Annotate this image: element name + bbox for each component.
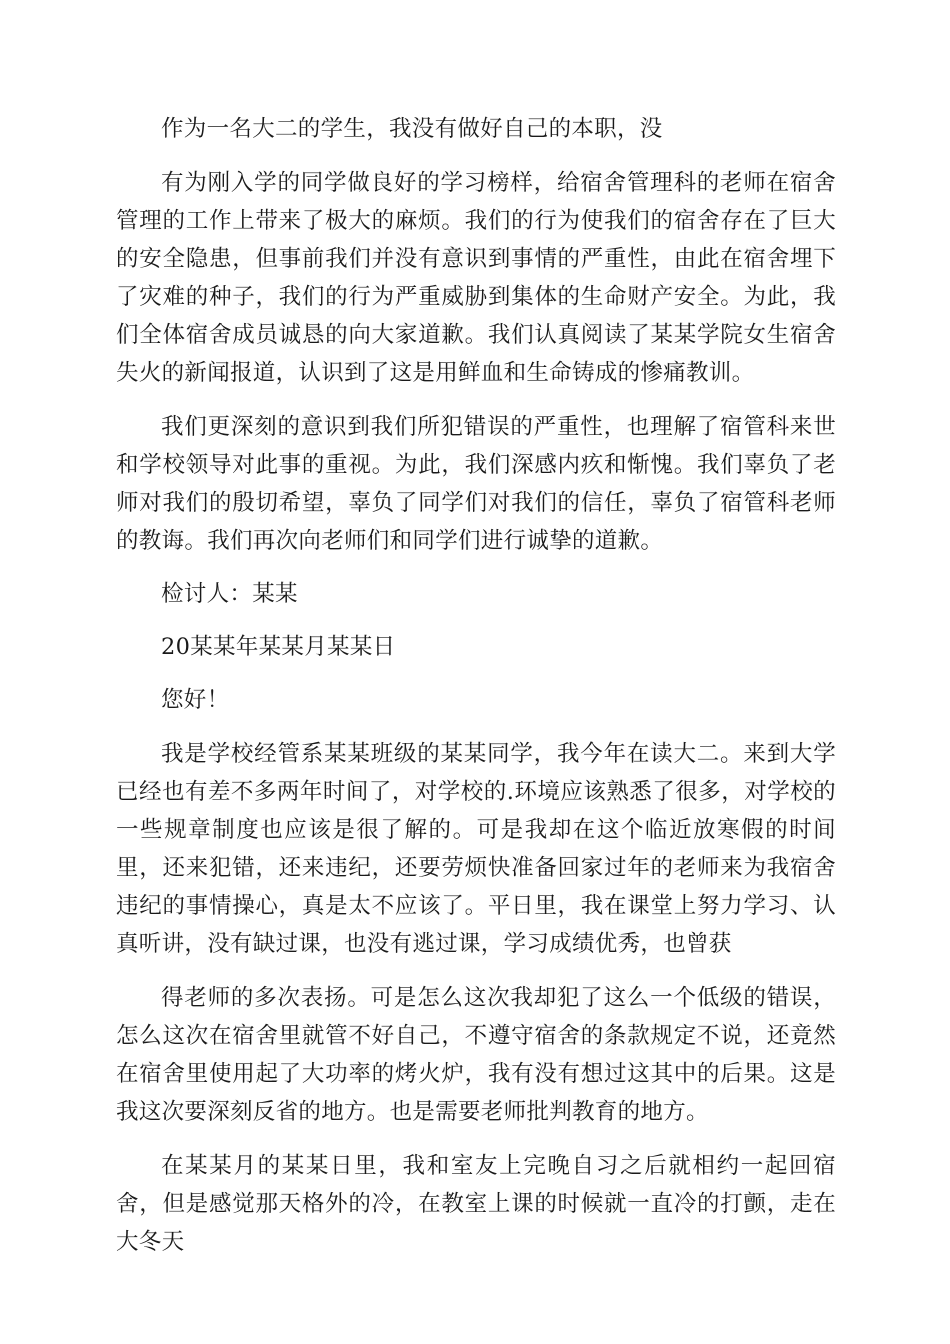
paragraph-remorse: 我们更深刻的意识到我们所犯错误的严重性，也理解了宿管科来世和学校领导对此事的重视。为此，我们深感内疚和惭愧。我们辜负了老师对我们的殷切希望，辜负了同学们对我们的信任，辜负了宿管科老师的教诲。我们再次向老师们和同学们进行诚挚的道歉。: [116, 414, 836, 554]
document-page: [116, 110, 836, 1261]
paragraph-self-intro: 我是学校经管系某某班级的某某同学，我今年在读大二。来到大学已经也有差不多两年时间了，对学校的.环境应该熟悉了很多，对学校的一些规章制度也应该是很了解的。可是我却在这个临近放寒假的时间里，还来犯错，还来违纪，还要劳烦快准备回家过年的老师来为我宿舍违纪的事情操心，真是太不应该了。平日里，我在课堂上努力学习、认真听讲，没有缺过课，也没有逃过课，学习成绩优秀，也曾获: [116, 741, 836, 957]
paragraph-intro: 作为一名大二的学生，我没有做好自己的本职，没: [161, 116, 663, 142]
paragraph-incident: 在某某月的某某日里，我和室友上完晚自习之后就相约一起回宿舍，但是感觉那天格外的冷，在教室上课的时候就一直冷的打颤，走在大冬天: [116, 1153, 836, 1255]
paragraph-apology: 有为刚入学的同学做良好的学习榜样，给宿舍管理科的老师在宿舍管理的工作上带来了极大的麻烦。我们的行为使我们的宿舍存在了巨大的安全隐患，但事前我们并没有意识到事情的严重性，由此在宿舍埋下了灾难的种子，我们的行为严重威胁到集体的生命财产安全。为此，我们全体宿舍成员诚恳的向大家道歉。我们认真阅读了某某学院女生宿舍失火的新闻报道，认识到了这是用鲜血和生命铸成的惨痛教训。: [116, 170, 836, 386]
greeting: 您好！: [161, 687, 230, 713]
signature-line: 检讨人：某某: [161, 581, 298, 607]
date-line: 20某某年某某月某某日: [161, 634, 396, 660]
paragraph-reflection: 得老师的多次表扬。可是怎么这次我却犯了这么一个低级的错误，怎么这次在宿舍里就管不好自己，不遵守宿舍的条款规定不说，还竟然在宿舍里使用起了大功率的烤火炉，我有没有想过这其中的后果。这是我这次要深刻反省的地方。也是需要老师批判教育的地方。: [116, 985, 836, 1125]
